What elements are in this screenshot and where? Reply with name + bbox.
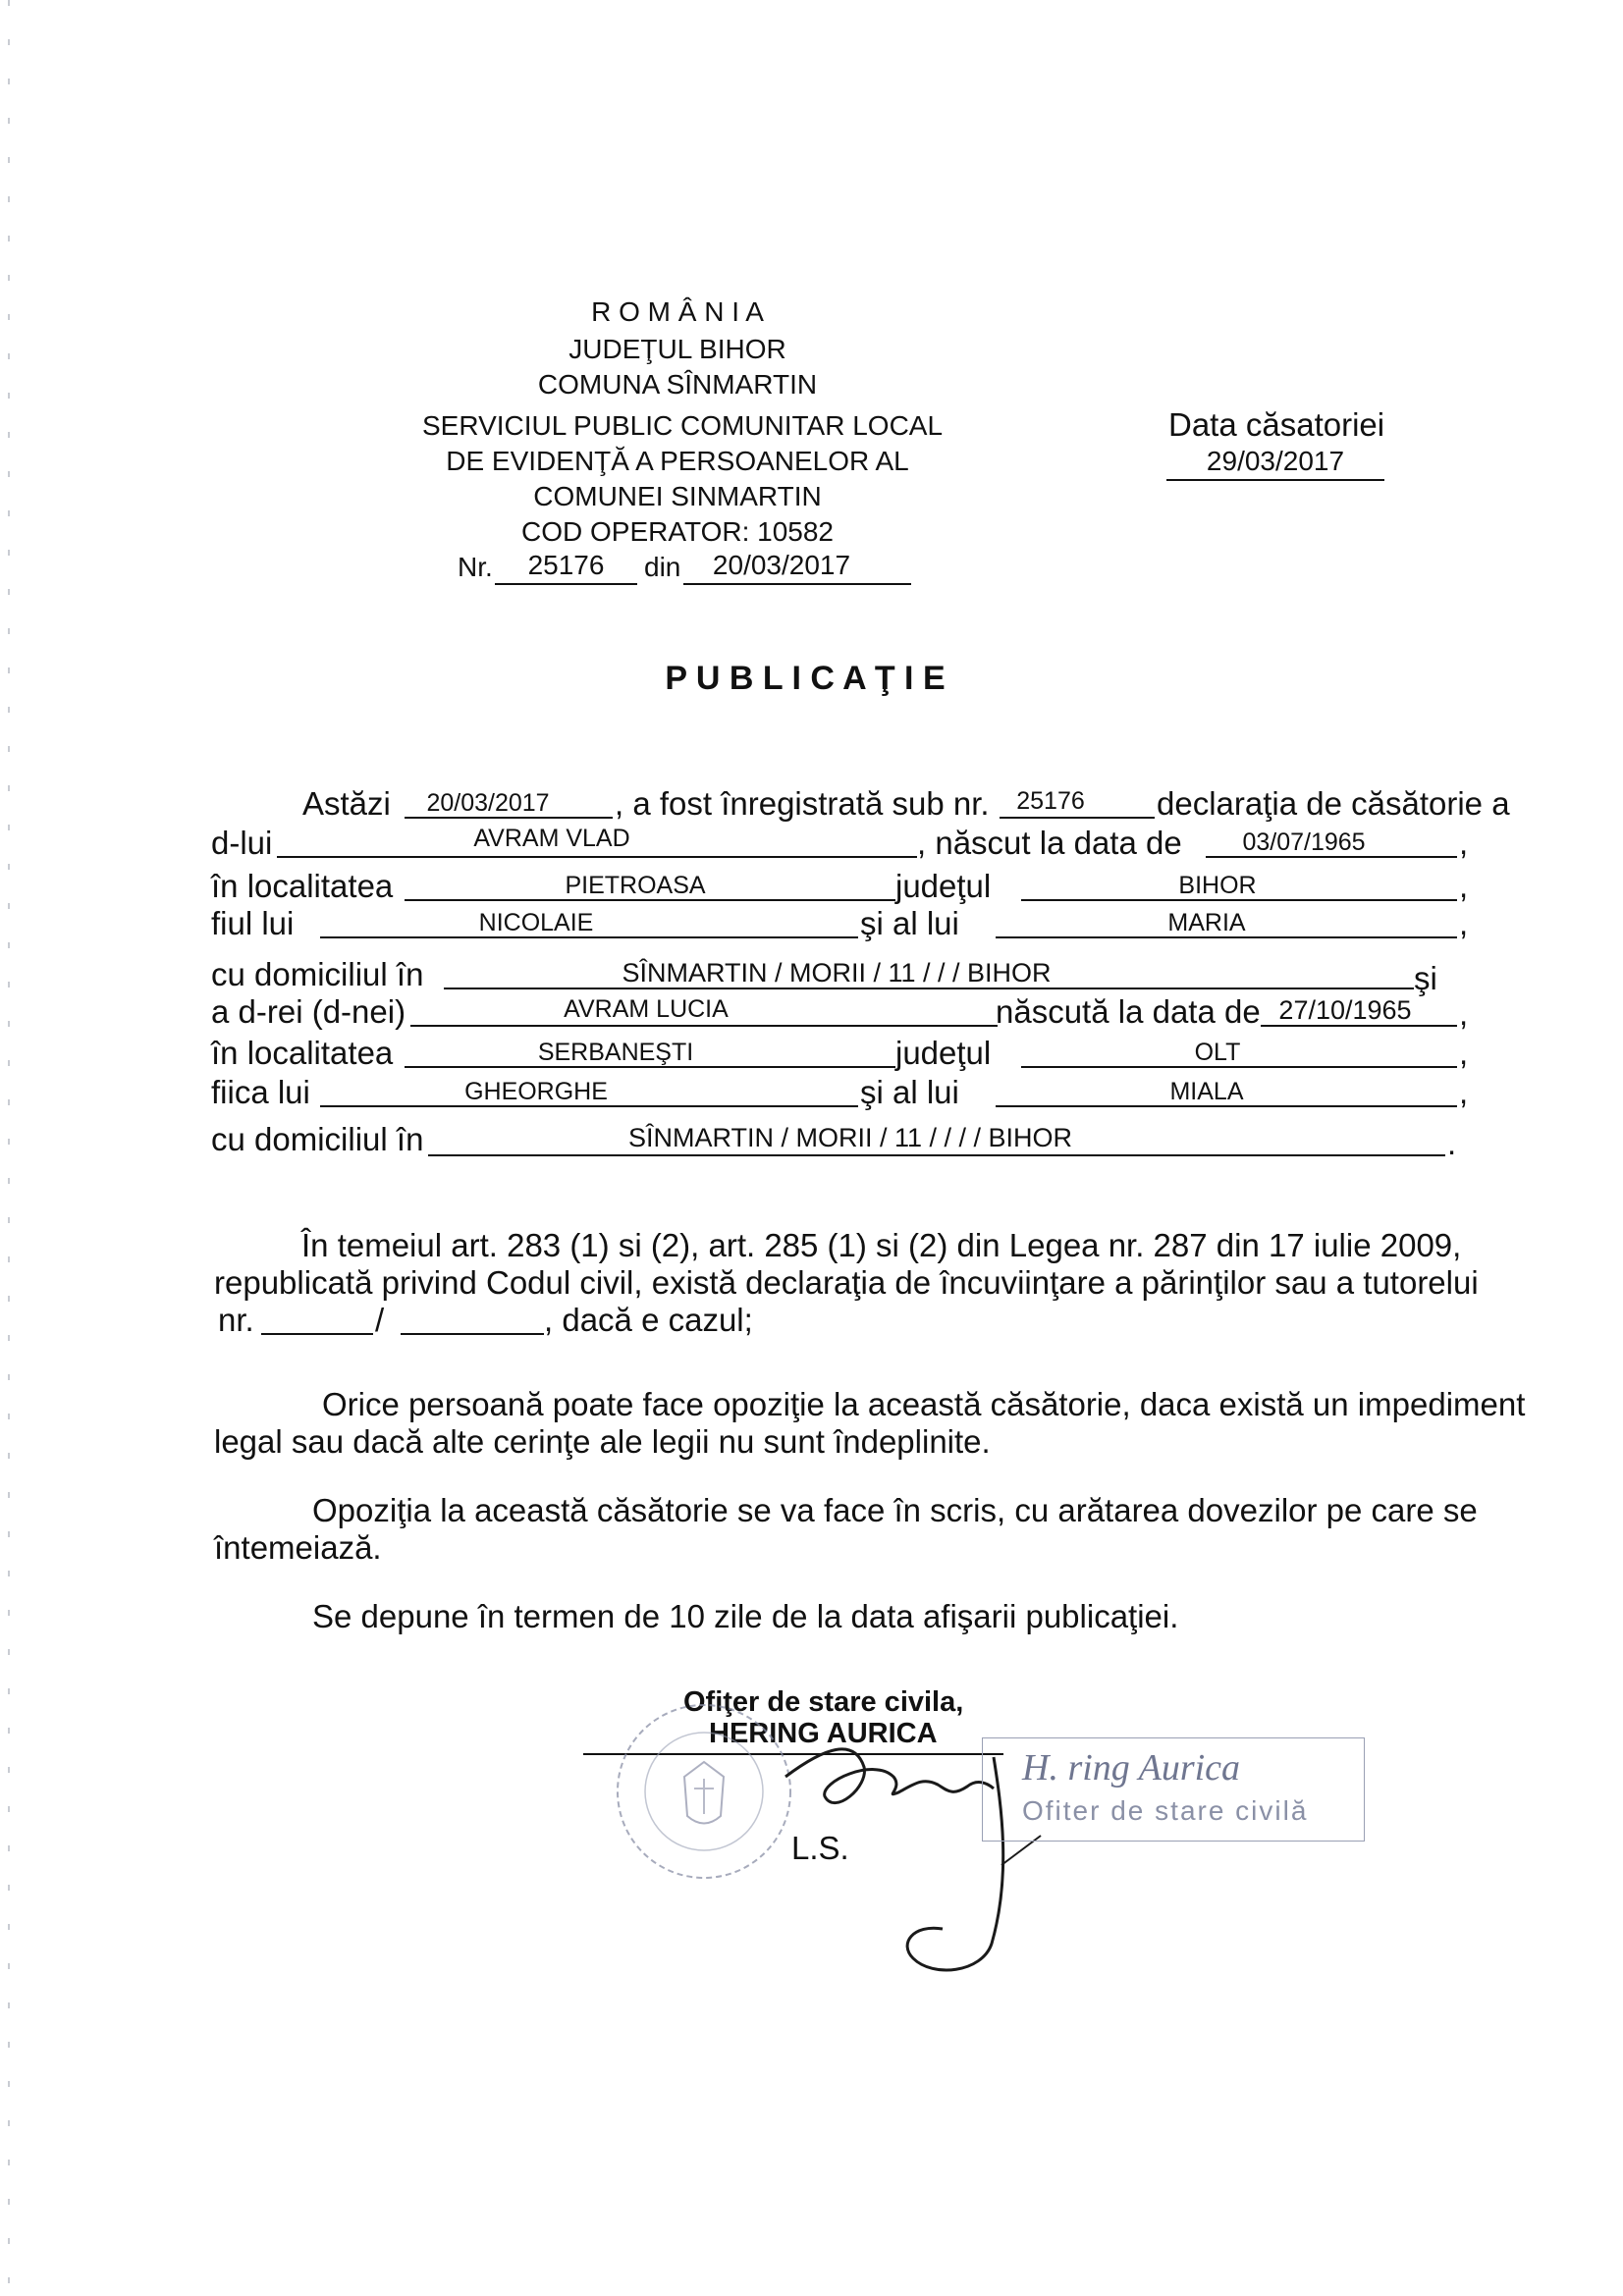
p1-nr-line [261, 1333, 373, 1335]
bride-father: GHEORGHE [464, 1078, 608, 1105]
header-nr-value: 25176 [527, 550, 605, 580]
marriage-date-value: 29/03/2017 [1206, 446, 1345, 476]
groom-name: AVRAM VLAD [473, 825, 630, 852]
reg-nr-line [1000, 817, 1155, 819]
bride-domicile: SÎNMARTIN / MORII / 11 / / / / BIHOR [627, 1123, 1073, 1152]
groom-label: d-lui [211, 825, 273, 861]
header-county: JUDEŢUL BIHOR [568, 334, 786, 364]
period: . [1447, 1125, 1457, 1161]
header-service-line1: SERVICIUL PUBLIC COMUNITAR LOCAL [422, 410, 944, 441]
groom-name-line [277, 856, 917, 858]
groom-born-label: , născut la data de [917, 825, 1182, 861]
comma-4: , [1459, 995, 1469, 1032]
comma-6: , [1459, 1074, 1469, 1110]
p1-date-line [401, 1333, 544, 1335]
astazi-value: 20/03/2017 [426, 789, 550, 817]
p3-line1: Opoziţia la această căsătorie se va face în scris, cu arătarea dovezilor pe care se [312, 1492, 1478, 1528]
header-service-line3: COMUNEI SINMARTIN [533, 481, 822, 511]
bride-locality-label: în localitatea [211, 1035, 394, 1071]
groom-locality: PIETROASA [565, 872, 706, 899]
header-country: R O M Â N I A [591, 296, 764, 327]
groom-and-label: şi al lui [860, 905, 959, 941]
p1-line2: republicată privind Codul civil, există declaraţia de încuviinţare a părinţilor sau a tutorelui [214, 1264, 1479, 1301]
bride-birth: 27/10/1965 [1278, 995, 1412, 1025]
bride-and-label: şi al lui [860, 1074, 959, 1110]
comma-1: , [1459, 825, 1469, 861]
header-nr-line [495, 583, 637, 585]
bride-domicile-label: cu domiciliul în [211, 1121, 424, 1157]
groom-domicile-label: cu domiciliul în [211, 956, 424, 992]
si-label: şi [1414, 960, 1437, 996]
reg-nr-value: 25176 [1016, 787, 1085, 815]
declaration-text: declaraţia de căsătorie a [1157, 785, 1510, 822]
registered-text: , a fost înregistrată sub nr. [615, 785, 990, 822]
stamp-name: H. ring Aurica [1022, 1747, 1241, 1789]
son-label: fiul lui [211, 905, 295, 941]
groom-locality-label: în localitatea [211, 868, 394, 904]
p1-line3-end: , dacă e cazul; [544, 1302, 753, 1338]
bride-label: a d-rei (d-nei) [211, 993, 406, 1030]
header-nr-label: Nr. [458, 552, 493, 582]
header-service-line2: DE EVIDENŢĂ A PERSOANELOR AL [446, 446, 909, 476]
page-title: P U B L I C A Ţ I E [665, 660, 946, 697]
p1-slash: / [375, 1302, 385, 1338]
groom-county: BIHOR [1178, 872, 1257, 899]
bride-born-label: născută la data de [996, 993, 1261, 1030]
scan-edge [8, 0, 10, 2296]
marriage-date-label: Data căsatoriei [1168, 406, 1385, 443]
comma-5: , [1459, 1035, 1469, 1071]
stamp-role: Ofiter de stare civilă [1022, 1795, 1309, 1826]
bride-county-label: judeţul [895, 1035, 992, 1071]
header-operator-code: COD OPERATOR: 10582 [521, 516, 834, 547]
officer-name: HERING AURICA [709, 1718, 938, 1749]
header-din-line [683, 583, 911, 585]
bride-name-line [410, 1025, 998, 1027]
ls-label: L.S. [791, 1830, 849, 1866]
bride-county: OLT [1194, 1039, 1241, 1066]
p4: Se depune în termen de 10 zile de la data afişarii publicaţiei. [312, 1598, 1179, 1634]
p2-line1: Orice persoană poate face opoziţie la această căsătorie, daca există un impediment [322, 1386, 1526, 1422]
bride-locality: SERBANEŞTI [537, 1039, 694, 1066]
officer-title: Ofiţer de stare civila, [683, 1686, 964, 1718]
name-stamp [982, 1737, 1365, 1842]
groom-county-label: judeţul [895, 868, 992, 904]
daughter-label: fiica lui [211, 1074, 310, 1110]
p1-line1: În temeiul art. 283 (1) si (2), art. 285 (1) si (2) din Legea nr. 287 din 17 iulie 2009, [301, 1227, 1462, 1263]
bride-mother: MIALA [1169, 1078, 1244, 1105]
marriage-date-line [1166, 479, 1384, 481]
p2-line2: legal sau dacă alte cerinţe ale legii nu sunt îndeplinite. [214, 1423, 991, 1460]
comma-3: , [1459, 905, 1469, 941]
groom-father: NICOLAIE [478, 909, 594, 936]
bride-domicile-line [428, 1154, 1445, 1156]
groom-birth: 03/07/1965 [1242, 828, 1366, 856]
astazi-label: Astăzi [302, 785, 391, 822]
p1-line3-nr: nr. [218, 1302, 254, 1338]
header-din-label: din [644, 552, 681, 582]
groom-mother: MARIA [1167, 909, 1246, 936]
p3-line2: întemeiază. [214, 1529, 382, 1566]
header-commune: COMUNA SÎNMARTIN [537, 369, 818, 400]
comma-2: , [1459, 868, 1469, 904]
bride-name: AVRAM LUCIA [564, 995, 729, 1023]
groom-domicile: SÎNMARTIN / MORII / 11 / / / BIHOR [622, 958, 1052, 988]
header-din-value: 20/03/2017 [712, 550, 851, 580]
